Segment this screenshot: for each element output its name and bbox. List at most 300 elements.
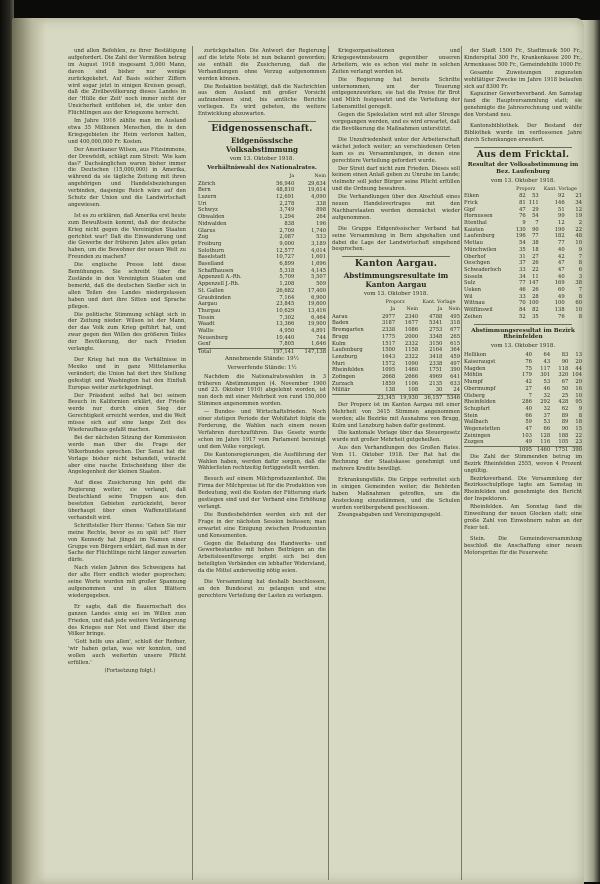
cell-value: 83 (561, 352, 569, 359)
cell-value: 76 (519, 213, 526, 220)
article-paragraph: Im Jahre 1916 zählte man im Ausland etwa 35 Millionen Menschen, die in den Kriegsgebieten ihr Heim verloren hatten, und 400,000,000 Fr. Kosten. (68, 118, 186, 145)
cell-value: 40 (525, 352, 532, 359)
cell-value: 53 (532, 193, 539, 200)
total-value: 5346 (442, 395, 460, 402)
cell-value: 3 (578, 273, 582, 280)
cell-value: 22 (532, 266, 539, 273)
cell-value: 1158 (404, 347, 419, 354)
aargau-vote-title: Abstimmungsresultate im Kanton Aargau (343, 271, 449, 290)
subheader-nein: Nein (406, 306, 419, 312)
cell-value: 90 (561, 358, 569, 365)
article-paragraph: Bei der nächsten Sitzung der Kommission werde man über die Frage der Völkerbundes sprechen. Der Senat hat die Vorlage bisher nicht behandelt, wünscht aber eine rasche Entscheidung über die Angelegenheit der kleinen Staaten. (68, 434, 186, 476)
total-value: 390 (568, 447, 582, 454)
table-row (198, 295, 326, 302)
table-row (198, 248, 326, 255)
cell-value: 19 (575, 213, 582, 220)
cell-value: 22 (575, 226, 582, 233)
cell-value: 3,749 (279, 207, 295, 214)
table-row (464, 287, 582, 294)
table-row (198, 221, 326, 228)
cell-value: 105 (558, 439, 569, 446)
table-row (464, 359, 582, 366)
row-label: Freiburg (198, 240, 222, 247)
cell-value: 54 (519, 240, 526, 247)
cell-value: 77 (558, 240, 565, 247)
table-row (464, 379, 582, 386)
divider (474, 147, 572, 148)
cell-value: 13 (575, 352, 582, 359)
cell-value: 27 (532, 253, 539, 260)
article-paragraph: Der Präsident selbst hat bei seinem Besuch in Kalifornien erklärt, der Friede werde nur durch einen Sieg der Gerechtigkeit erreicht werden, und die Welt müsse sich auf eine lange Zeit des Wiederaufbaus gefaßt machen. (68, 392, 186, 434)
aargau-vote-date: vom 13. Oktober 1918. (363, 291, 429, 298)
cell-value: 75 (525, 365, 532, 372)
row-label: Neuenburg (198, 334, 228, 341)
cell-value: 286 (522, 399, 532, 406)
cell-value: 364 (450, 347, 460, 354)
cell-value: 89 (561, 419, 569, 426)
row-label: Zug (198, 234, 209, 241)
table-row (464, 419, 582, 426)
article-paragraph: Zwangsabgaben und Vereinigungsgeld. (338, 512, 442, 519)
cell-value: 9,000 (279, 240, 295, 247)
cell-value: 1090 (404, 360, 419, 367)
row-label: Frick (464, 199, 478, 206)
divider (208, 121, 316, 122)
cell-value: 1,208 (279, 281, 295, 288)
total-value: 19,930 (395, 395, 418, 402)
article-paragraph: Gesamte Zuweisungen zugunsten wohltätiger Zwecke im Jahre 1918 belaufen sich auf 8300 Fr. (464, 69, 582, 90)
cell-value: 5,318 (279, 267, 295, 274)
column-header-proporz: Proporz (516, 186, 536, 192)
cell-value: 1095 (381, 367, 396, 374)
column-4-after (464, 454, 582, 557)
row-label: Hellikon (464, 352, 487, 359)
cell-value: 2338 (381, 327, 396, 334)
cell-value: 1106 (404, 380, 419, 387)
cell-value: 7,805 (279, 341, 295, 348)
cell-value: 50 (561, 385, 569, 392)
divider (342, 256, 450, 257)
cell-value: 8 (578, 293, 582, 300)
cell-value: 8 (578, 313, 582, 320)
row-label: Solothurn (198, 247, 225, 254)
article-paragraph: Die Verhandlungen über den Abschluß eines neuen Handelsvertrages mit den Nachbarstaaten werden demnächst wieder aufgenommen. (332, 194, 460, 221)
cell-value: 118 (558, 365, 569, 372)
total-row (198, 349, 326, 356)
table-row (464, 426, 582, 433)
row-label: Kaisten (464, 226, 484, 233)
cell-value: 9 (578, 405, 582, 412)
row-label: Wittnau (464, 300, 485, 307)
row-label: Münchwilen (464, 246, 497, 253)
article-paragraph: Ist es zu erklären, daß Amerika erst heute zum Bewußtsein kommt, daß der deutsche Krieg nicht gegen die Vereinigten Staaten gerichtet war? Daß die Einwanderung und die Gewerbe der früheren Jahre alles getan haben, um die Bewohner der neuen Welt zu Freunden zu machen? (68, 212, 186, 261)
row-label: Schupfart (464, 405, 491, 412)
article-paragraph: Schriftsteller Herr Henne: 'Gehen Sie mir meine Rechte, bevor es zu spät ist!' Herr von Kennedy hat jüngst im Namen einer Gruppe von Bürgern erklärt, daß man in der Sache der Flüchtlinge nicht länger zuwarten dürfe. (68, 522, 186, 564)
cell-value: 90 (561, 426, 569, 433)
table-row (464, 220, 582, 227)
cell-value: 32 (543, 405, 551, 412)
cell-value: 19,614 (307, 187, 326, 194)
row-label: Laufenburg (332, 347, 363, 354)
newspaper-page (12, 18, 584, 884)
cell-value: 2,709 (279, 227, 295, 234)
column-4-intro (464, 48, 582, 144)
cell-value: 111 (528, 199, 539, 206)
article-paragraph: Gegen die Spekulation wird mit aller Strenge vorgegangen werden, und es wird erwartet, daß die Bevölkerung die Maßnahmen unterstützt. (332, 112, 460, 132)
cell-value: 82 (519, 193, 526, 200)
cell-value: 1460 (404, 367, 419, 374)
cell-value: 19,600 (307, 301, 326, 308)
row-label: Zurzach (332, 380, 354, 387)
table-row (464, 307, 582, 314)
row-label: Möhlin (464, 372, 483, 379)
table-row (198, 328, 326, 335)
cell-value: 84 (519, 307, 526, 314)
cell-value: 10,727 (276, 254, 295, 261)
article-paragraph: Die Versammlung hat deshalb beschlossen, an den Bundesrat zu gelangen und eine gerechtere Verteilung der Lasten zu verlangen. (198, 579, 326, 599)
column-2-after (198, 374, 326, 600)
table-row (332, 367, 460, 374)
cell-value: 54 (532, 213, 539, 220)
column-3-intro (332, 48, 460, 253)
cell-value: 18 (532, 246, 539, 253)
cell-value: 3,189 (311, 240, 326, 247)
cell-value: 67 (561, 379, 569, 386)
cell-value: 188 (558, 432, 569, 439)
column-rule (192, 46, 193, 880)
cell-value: 29,634 (307, 180, 326, 187)
cell-value: 12,577 (276, 247, 295, 254)
row-label: Wallbach (464, 419, 488, 426)
cell-value: 7 (578, 253, 582, 260)
row-label: Bremgarten (332, 327, 364, 334)
row-label: Olsberg (464, 392, 485, 399)
cell-value: 2753 (429, 327, 443, 334)
table-row (198, 187, 326, 194)
cell-value: 2338 (429, 360, 443, 367)
table-row (198, 321, 326, 328)
rheinfelden-vote-title: Abstimmungsresultat im Bezirk Rheinfelden (471, 327, 575, 341)
article-paragraph: Die englische Presse lobt diese Bemühungen. Sie schreibt über die Zustände in den Vereinigten Staaten und bemerkt, daß die deutschen Siedler sich in allen Teilen des Landes niedergelassen haben und dort ihre Sitten und Sprache pflegen. (68, 262, 186, 310)
table-row (464, 393, 582, 400)
cell-value: 100 (528, 300, 539, 307)
cell-value: 82 (532, 307, 539, 314)
cell-value: 4,145 (311, 267, 326, 274)
cell-value: 35 (519, 246, 526, 253)
row-label: Wegenstetten (464, 426, 501, 433)
laufenburg-vote-table (464, 187, 582, 321)
column-rule (328, 46, 329, 880)
cell-value: 77 (532, 233, 539, 240)
table-row (332, 347, 460, 354)
cell-value: 19,900 (307, 321, 326, 328)
cell-value: 53 (543, 379, 551, 386)
cell-value: 633 (450, 380, 460, 387)
cell-value: 264 (316, 214, 326, 221)
cell-value: 10 (575, 392, 582, 399)
cell-value: 43 (543, 358, 551, 365)
cell-value: 6,464 (311, 314, 326, 321)
cell-value: 25 (561, 392, 569, 399)
cell-value: 1677 (404, 320, 419, 327)
article-paragraph: Die Bundesbehörden werden sich mit der Frage in der nächsten Session befassen; man erwartet eine Einigung zwischen Produzenten und Konsumenten. (198, 511, 326, 539)
cell-value: 60 (575, 300, 582, 307)
cell-value: 390 (450, 367, 460, 374)
cell-value: 10,629 (276, 307, 295, 314)
total-nein: 147,138 (294, 349, 326, 356)
cell-value: 2668 (381, 374, 396, 381)
article-paragraph: — Bundes- und Wirtschaftsfrieden. Noch einer stetigen Periode der Wohlfahrt folgte die Forderung, die Wahlen nach einem neuen Verfahren durchzuführen. Das Gesetz wurde schon im Jahre 1917 vom Parlament bereinigt und dem Volke vorgelegt. (198, 409, 326, 450)
cell-value: 23 (575, 439, 582, 446)
row-label: Ittenthal (464, 220, 487, 227)
row-label: Aargau (198, 301, 218, 308)
cell-value: 66 (525, 412, 532, 419)
cell-value: 37 (543, 412, 551, 419)
table-row (332, 361, 460, 368)
cell-value: 2322 (404, 353, 419, 360)
subheader-ja: Ja (390, 306, 396, 312)
cell-value: 20 (575, 379, 582, 386)
cell-value: 103 (522, 432, 532, 439)
row-label: Baden (332, 320, 349, 327)
cell-value: 34 (519, 273, 526, 280)
cell-value: 29 (532, 206, 539, 213)
cell-value: 4969 (429, 374, 443, 381)
row-label: Kaiseraugst (464, 358, 496, 365)
article-paragraph: der Stadt 1500 Fr., Stadtmusik 500 Fr., Kinderspital 300 Fr., Krankenkasse 200 Fr., Armenkasse 500 Fr., Gemeindehilfe 1000 Fr. (464, 48, 582, 68)
row-label: Tessin (198, 314, 215, 321)
table-row (198, 201, 326, 208)
table-row (464, 267, 582, 274)
cell-value: 2135 (429, 380, 443, 387)
cell-value: 46 (543, 385, 551, 392)
row-label: Zürich (198, 180, 216, 187)
article-paragraph: Der Amerikaner Wilson, aus Fitzsimmons, der Drewfeldt, schlägt zum Streit: 'Wie kam das?' Dachsänglichen waren bisher immer die Deutschen (15,000,000) in Amerika, während da sie tägliche Zeitung mit ihren angehörigen und Handelsbeziehungen verbinden, dasjenige Reich wäre auf den Schutz der Union und die Landwirtschaft angewiesen. (68, 146, 186, 208)
cell-value: 4788 (429, 313, 443, 320)
article-paragraph: Der Krieg hat nun die Verhältnisse in Mexiko und in ganz Mittelamerika verändert; die Union hat dort ihre Stellung gefestigt und Washington hat den Einfluß Europas weiter zurückgedrängt. (68, 356, 186, 391)
article-paragraph: Stein. Die Gemeindeversammlung beschloß die Anschaffung einer neuen Motorspritze für die Feuerwehr. (464, 535, 582, 556)
section-heading-aargau: Kanton Aargau. (354, 259, 438, 270)
row-label: Oeschgen (464, 260, 490, 267)
cell-value: 16 (575, 385, 582, 392)
cell-value: 1775 (381, 333, 396, 340)
table-row (464, 254, 582, 261)
table-row (198, 207, 326, 214)
cell-value: 33 (519, 266, 526, 273)
cell-value: 34 (575, 199, 582, 206)
cell-value: 320 (558, 372, 569, 379)
row-label: Glarus (198, 227, 216, 234)
article-paragraph: Rheinfelden. Am Sonntag fand die Einweihung der neuen Glocken statt; eine große Zahl von Einwohnern nahm an der Feier teil. (464, 504, 582, 531)
cell-value: 3348 (429, 333, 443, 340)
cell-value: 100 (554, 300, 565, 307)
cell-value: 1,294 (279, 214, 295, 221)
cell-value: 179 (522, 372, 532, 379)
column-header-ja: Ja (289, 173, 295, 179)
cell-value: 26 (532, 260, 539, 267)
table-row (464, 274, 582, 281)
total-label: Total (198, 349, 263, 356)
cell-value: 7 (578, 287, 582, 294)
cell-value: 1517 (381, 340, 396, 347)
row-label: Zeihen (464, 313, 483, 320)
cell-value: 117 (540, 365, 551, 372)
cell-value: 1751 (429, 367, 443, 374)
row-label: Oberhof (464, 253, 486, 260)
cell-value: 128 (540, 432, 551, 439)
column-header-proporz: Proporz (385, 300, 405, 306)
total-value: 1751 (550, 447, 568, 454)
cell-value: 2000 (404, 333, 419, 340)
article-paragraph: Er sagte, daß die Bauernschaft des ganzen Landes einig sei im Willen zum Frieden, und daß jede weitere Verlängerung des Krieges nur Not und Elend über die Völker bringe. (68, 603, 186, 638)
cell-value: 18 (575, 419, 582, 426)
binding-gutter (12, 18, 46, 884)
column-2-intro (198, 48, 326, 118)
cell-value: 1086 (404, 327, 419, 334)
subheader-ja: Ja (437, 306, 443, 312)
cell-value: 509 (316, 281, 326, 288)
row-label: Obwalden (198, 214, 225, 221)
row-label: Schwyz (198, 207, 218, 214)
row-label: Schwaderloch (464, 266, 502, 273)
row-label: Laufenburg (464, 233, 495, 240)
cell-value: 2,087 (279, 234, 295, 241)
cell-value: 744 (316, 334, 326, 341)
cell-value: 15 (575, 426, 582, 433)
table-row (332, 320, 460, 327)
table-row (464, 247, 582, 254)
cell-value: 8 (578, 412, 582, 419)
aargau-total-row (332, 395, 460, 402)
row-label: Rheinfelden (464, 399, 496, 406)
cell-value: 77 (519, 280, 526, 287)
cell-value: 42 (525, 379, 532, 386)
cell-value: 147 (528, 280, 539, 287)
cell-value: 20 (575, 358, 582, 365)
row-label: Brugg (332, 333, 349, 340)
cell-value: 24 (453, 387, 460, 394)
cell-value: 23,845 (276, 301, 295, 308)
continued-note: (Fortsetzung folgt.) (104, 667, 156, 674)
table-row (332, 354, 460, 361)
column-header-kant-vorlage: Kant. Vorlage (422, 300, 456, 306)
row-label: Appenzell J.-Rh. (198, 281, 240, 288)
cell-value: 6,900 (311, 294, 326, 301)
table-row (464, 366, 582, 373)
article-paragraph: Nachdem die Nationalratswahlen in 3 früheren Abstimmungen (4. November 1900 und 23. Oktober 1910) abgelehnt worden, ist nun doch mit einer Mehrheit von rund 150,000 Stimmen angenommen worden. (198, 373, 326, 408)
column-2 (198, 48, 326, 880)
cell-value: 40 (525, 405, 532, 412)
cell-value: 1643 (381, 353, 396, 360)
cell-value: 13,366 (276, 321, 295, 328)
table-row (198, 268, 326, 275)
cell-value: 1572 (381, 360, 396, 367)
article-paragraph: Der Streit darf nicht zum Frieden. Dieses soll keinem einen Anlaß geben zu Unruhe im Lande; vielmehr soll jeder Bürger seine Pflicht erfüllen und die Ordnung bewahren. (332, 165, 460, 193)
column-rule (461, 46, 462, 880)
table-row (464, 314, 582, 321)
cell-value: 33 (519, 293, 526, 300)
cell-value: 138 (385, 387, 396, 394)
cell-value: 9 (522, 220, 526, 227)
cell-value: 49 (525, 439, 532, 446)
rheinfelden-vote-table (464, 352, 582, 454)
cell-value: 1,696 (311, 261, 326, 268)
table-row (332, 374, 460, 381)
table-row (464, 386, 582, 393)
cell-value: 1,601 (311, 254, 326, 261)
article-paragraph: 'Gott helfe uns allen', schloß der Redner, 'wir haben getan, was wir konnten, und wollen auch weiterhin unsere Pflicht erfüllen.' (68, 639, 186, 667)
table-row (198, 254, 326, 261)
row-label: Muri (332, 360, 345, 367)
cell-value: 46 (519, 287, 526, 294)
table-row (198, 194, 326, 201)
cell-value: 3150 (429, 340, 443, 347)
cell-value: 51 (558, 206, 565, 213)
cell-value: 4,014 (311, 247, 326, 254)
column-1-paragraphs (68, 48, 186, 667)
article-paragraph: Aus den Verhandlungen des Großen Rates. Vom 11. Oktober 1918. Der Rat hat die Rechnung der Staatskasse genehmigt und mehrere Kredite bewilligt. (332, 445, 460, 472)
article-paragraph: Die Gruppe Eidgenössischer Verband hat seine Versammlung in Bern abgehalten und dabei die Lage der Landwirtschaft eingehend besprochen. (332, 225, 460, 253)
cell-value: 104 (572, 372, 582, 379)
row-label: Sisseln (464, 273, 483, 280)
divider (474, 324, 572, 325)
cell-value: 42 (558, 253, 565, 260)
total-ja: 197,141 (263, 349, 295, 356)
vote-subject: Verhältniswahl des Nationalrates. (207, 164, 317, 171)
column-3-after (332, 402, 460, 520)
article-paragraph: Nach vielen Jahren des Schweigens hat der alte Herr endlich wieder gesprochen; seine Worte wurden mit großer Spannung aufgenommen und in allen Blättern wiedergegeben. (68, 565, 186, 599)
row-label: Baselland (198, 261, 224, 268)
cell-value: 615 (450, 340, 460, 347)
cell-value: 52 (519, 313, 526, 320)
table-row (198, 241, 326, 248)
cell-value: 76 (558, 313, 565, 320)
table-row (198, 341, 326, 348)
cell-value: 4,891 (311, 328, 326, 335)
table-row (464, 233, 582, 240)
article-paragraph: Die Zahl der Stimmenden betrug im Bezirk Rheinfelden 2555, wovon 4 Prozent ungültig. (464, 453, 582, 474)
cell-value: 497 (450, 360, 460, 367)
vote-title: Eidgenössische Volksabstimmung (226, 136, 298, 155)
table-row (332, 334, 460, 341)
cell-value: 89 (561, 412, 569, 419)
row-label: Rheinfelden (332, 367, 364, 374)
cell-value: 7,302 (279, 314, 295, 321)
table-row (464, 433, 582, 440)
row-label: Aarau (332, 313, 348, 320)
table-row (198, 234, 326, 241)
table-row (198, 274, 326, 281)
article-paragraph: Kantonsbibliothek. Der Bestand der Bibliothek wurde im verflossenen Jahre durch Schenkungen erweitert. (464, 123, 582, 143)
cell-value: 10 (575, 240, 582, 247)
cell-value: 6 (578, 266, 582, 273)
cell-value: 641 (450, 374, 460, 381)
column-3 (332, 48, 460, 880)
row-label: Uri (198, 200, 207, 207)
table-row (332, 381, 460, 388)
cell-value: 338 (316, 200, 326, 207)
cell-value: 2,278 (279, 200, 295, 207)
cell-value: 32 (543, 392, 551, 399)
cell-value: 21 (575, 193, 582, 200)
table-row (464, 207, 582, 214)
column-header-kant-vorlage: Kant. Vorlage (543, 186, 577, 192)
cell-value: 1859 (381, 380, 396, 387)
cell-value: 47 (525, 426, 532, 433)
cell-value: 95 (575, 399, 582, 406)
table-row (464, 406, 582, 413)
cell-value: 459 (450, 353, 460, 360)
